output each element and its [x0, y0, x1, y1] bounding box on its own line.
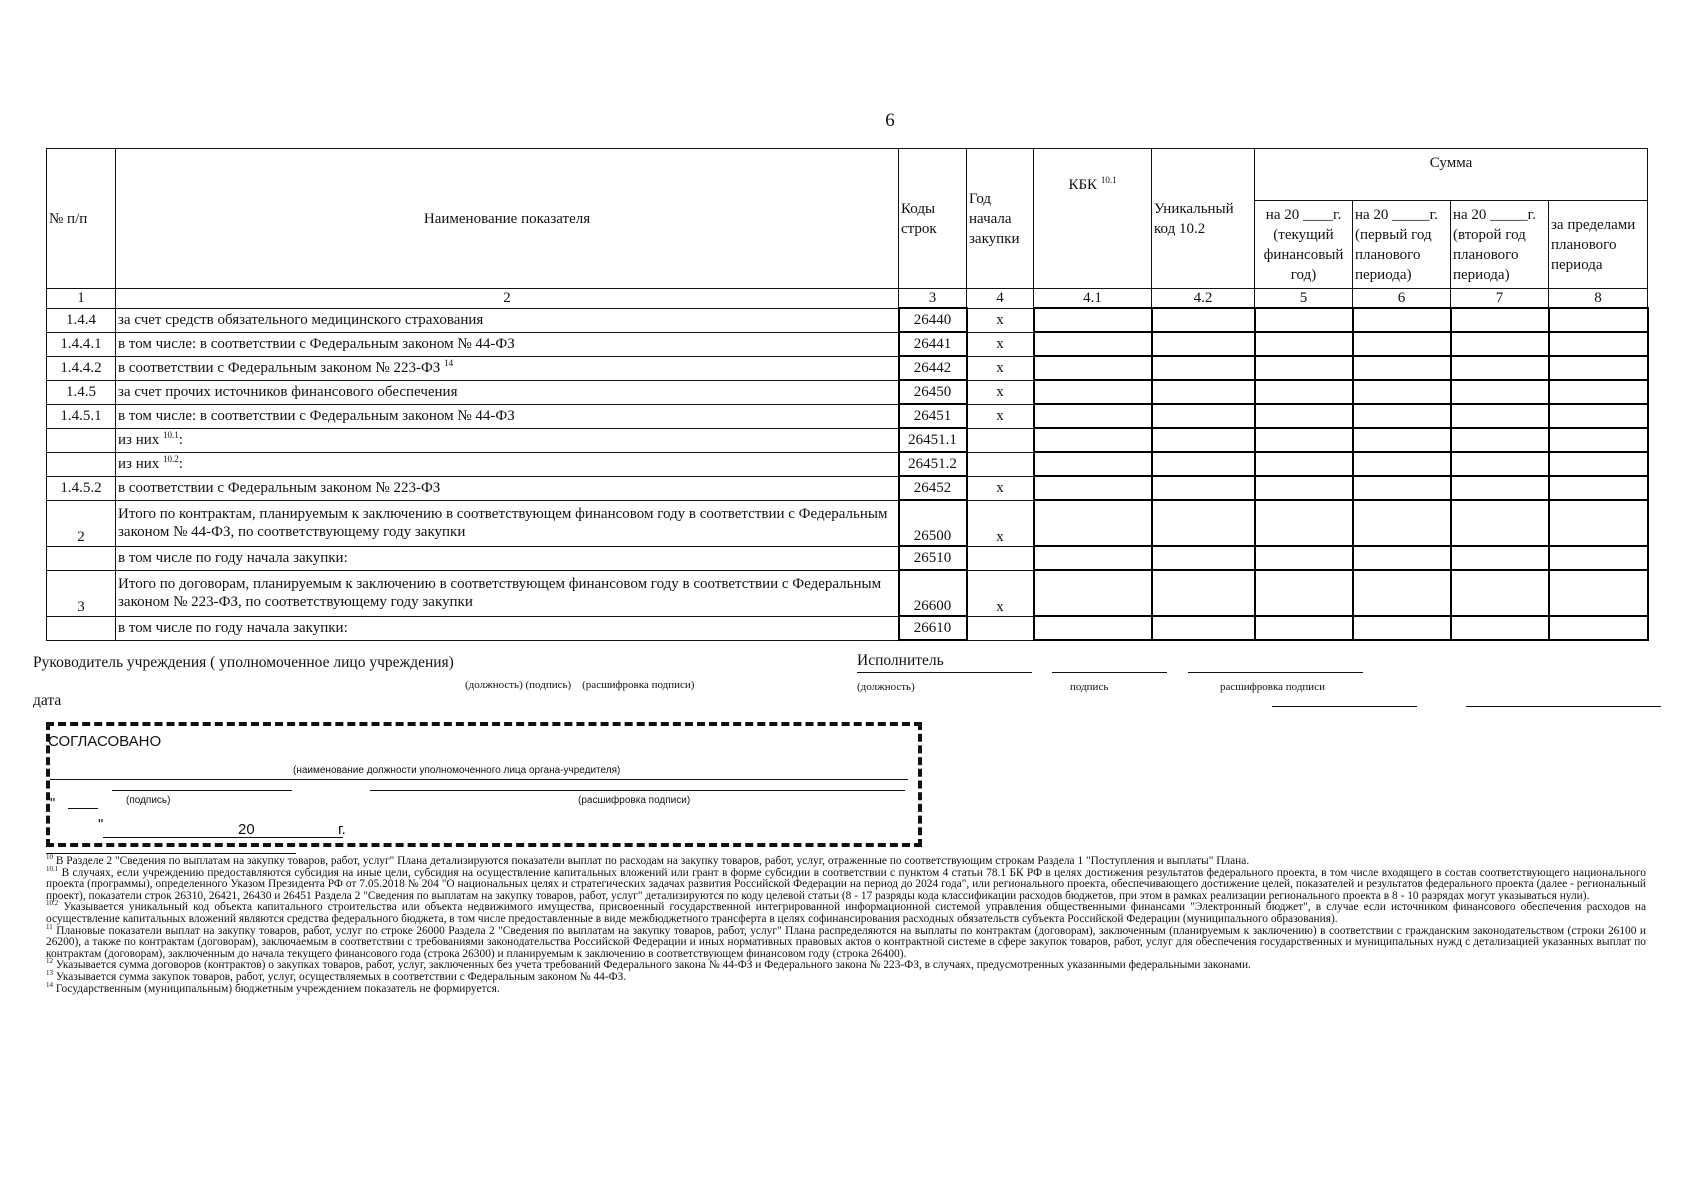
row-value-cell — [1451, 428, 1549, 452]
date-line-2 — [1466, 706, 1661, 707]
table-row — [47, 380, 1648, 404]
table-body — [47, 308, 1648, 640]
row-value-cell — [1451, 308, 1549, 332]
column-number: 4.2 — [1152, 289, 1255, 309]
executor-decode-line — [1188, 672, 1363, 673]
row-year-mark — [967, 452, 1034, 476]
column-numbers-row — [47, 289, 1648, 309]
row-name-suffix: : — [178, 456, 183, 472]
row-value-cell — [1549, 570, 1648, 616]
row-value-cell — [1353, 546, 1451, 570]
row-value-cell — [1549, 332, 1648, 356]
table-row — [47, 452, 1648, 476]
row-year-mark: x — [967, 380, 1034, 404]
head-sub-caption: (должность) (подпись) (расшифровка подписи) — [465, 679, 695, 691]
row-value-cell — [1353, 308, 1451, 332]
row-value-cell — [1353, 616, 1451, 640]
approval-sign-caption: (подпись) — [126, 795, 171, 806]
approval-position-line — [50, 779, 908, 780]
approval-date-line — [103, 837, 343, 838]
row-value-cell — [1353, 380, 1451, 404]
column-number: 7 — [1451, 289, 1549, 309]
row-value-cell — [1353, 476, 1451, 500]
row-number: 1.4.4.1 — [47, 332, 116, 356]
row-value-cell — [1034, 476, 1152, 500]
table-row — [47, 546, 1648, 570]
row-value-cell — [1549, 380, 1648, 404]
row-name-text: Итого по договорам, планируемым к заключению в соответствующем финансовом году в соответствии с Федеральным законом № 223-ФЗ, по соответствующему году закупки — [118, 576, 882, 610]
executor-sign-caption: подпись — [1070, 681, 1109, 693]
row-year-mark: x — [967, 308, 1034, 332]
row-value-cell — [1549, 356, 1648, 380]
row-value-cell — [1451, 380, 1549, 404]
row-name — [116, 380, 899, 404]
row-value-cell — [1034, 380, 1152, 404]
head-label: Руководитель учреждения ( уполномоченное лицо учреждения) — [33, 654, 454, 671]
row-code: 26451.1 — [899, 428, 967, 452]
row-name-text: в соответствии с Федеральным законом № 223-ФЗ — [118, 480, 441, 496]
column-number: 8 — [1549, 289, 1648, 309]
row-code: 26452 — [899, 476, 967, 500]
approval-quote-open: " — [50, 795, 56, 812]
row-name-text: за счет прочих источников финансового обеспечения — [118, 384, 458, 400]
footnote-separator — [46, 853, 296, 854]
row-number: 2 — [47, 500, 116, 546]
column-number: 2 — [116, 289, 899, 309]
table-row — [47, 404, 1648, 428]
approval-title: СОГЛАСОВАНО — [48, 733, 162, 750]
row-value-cell — [1549, 452, 1648, 476]
table-row — [47, 570, 1648, 616]
row-name-footnote-mark: 10.1 — [163, 430, 179, 440]
row-name-text: в том числе по году начала закупки: — [118, 620, 348, 636]
footnote-text: Плановые показатели выплат на закупку товаров, работ, услуг по строке 26000 Раздела 2 "Сведения по выплатам на закупку товаров, работ, услуг" Плана распределяются на выплаты по контрактам (договорам), заключенным (планируемым к заключению) в соответствии с гражданским законодательством (строки 26100 и 26200), а также по контрактам (договорам), заключаемым в соответствии с требованиями законодательства Российской Федерации и иных нормативных правовых актов о контрактной системе в сфере закупок товаров, работ, услуг для обеспечения государственных и муниципальных нужд с детализацией указанных выплат по контрактам (договорам), заключенным до начала текущего финансового года (строка 26300) и планируемым к заключению в соответствующем финансовом году (строка 26400). — [46, 924, 1646, 960]
row-value-cell — [1549, 428, 1648, 452]
row-value-cell — [1152, 356, 1255, 380]
column-number: 4.1 — [1034, 289, 1152, 309]
row-value-cell — [1034, 616, 1152, 640]
row-value-cell — [1152, 380, 1255, 404]
row-value-cell — [1152, 546, 1255, 570]
header-sum-current: на 20 ____г. (текущий финансовый год) — [1255, 201, 1353, 289]
row-year-mark: x — [967, 332, 1034, 356]
row-value-cell — [1549, 476, 1648, 500]
row-value-cell — [1353, 356, 1451, 380]
row-name-text: из них — [118, 432, 160, 448]
row-value-cell — [1451, 332, 1549, 356]
executor-position-line — [857, 672, 1032, 673]
executor-label: Исполнитель — [857, 652, 944, 669]
approval-date-quote: " — [98, 816, 104, 833]
row-name — [116, 332, 899, 356]
row-value-cell — [1255, 308, 1353, 332]
footnote — [46, 899, 1647, 925]
row-name-footnote-mark: 14 — [444, 358, 454, 368]
page-number: 6 — [885, 110, 895, 131]
footnote-mark: 11 — [46, 922, 53, 931]
row-value-cell — [1549, 616, 1648, 640]
row-value-cell — [1255, 546, 1353, 570]
row-year-mark — [967, 428, 1034, 452]
row-number — [47, 452, 116, 476]
table-row — [47, 308, 1648, 332]
executor-decode-caption: расшифровка подписи — [1220, 681, 1325, 693]
footnote-text: Указывается сумма закупок товаров, работ, услуг, осуществляемых в соответствии с Федеральным законом № 44-ФЗ. — [55, 970, 627, 983]
approval-day-line — [68, 808, 98, 809]
row-number: 3 — [47, 570, 116, 616]
table-row — [47, 332, 1648, 356]
date-line-1 — [1272, 706, 1417, 707]
column-number: 6 — [1353, 289, 1451, 309]
row-code: 26600 — [899, 570, 967, 616]
approval-decode-caption: (расшифровка подписи) — [578, 795, 691, 806]
header-name: Наименование показателя — [116, 149, 899, 289]
header-kbk: КБК $^{10.1}$ — [1034, 149, 1152, 289]
row-year-mark: x — [967, 404, 1034, 428]
row-number: 1.4.4.2 — [47, 356, 116, 380]
row-value-cell — [1255, 404, 1353, 428]
column-number: 4 — [967, 289, 1034, 309]
row-value-cell — [1152, 332, 1255, 356]
row-value-cell — [1451, 356, 1549, 380]
row-name-footnote-mark: 10.2 — [163, 454, 179, 464]
footnote-mark: 10.2 — [46, 899, 59, 908]
footnote-mark: 10 — [46, 853, 53, 862]
row-value-cell — [1034, 404, 1152, 428]
column-number: 1 — [47, 289, 116, 309]
row-year-mark — [967, 616, 1034, 640]
row-value-cell — [1353, 332, 1451, 356]
row-value-cell — [1353, 404, 1451, 428]
approval-year-suffix: г. — [338, 821, 346, 838]
row-value-cell — [1451, 404, 1549, 428]
header-sum-first: на 20 _____г. (первый год планового периода) — [1353, 201, 1451, 289]
header-sum-beyond: за пределами планового периода — [1549, 201, 1648, 289]
row-name-text: в соответствии с Федеральным законом № 223-ФЗ — [118, 360, 441, 376]
footnote-text: Указывается сумма договоров (контрактов) о закупках товаров, работ, услуг, заключенных без учета требований Федерального закона № 44-ФЗ и Федерального закона № 223-ФЗ, в случаях, предусмотренных указанными федеральными законами. — [55, 959, 1251, 972]
row-number: 1.4.4 — [47, 308, 116, 332]
row-value-cell — [1549, 546, 1648, 570]
footnote-text: В случаях, если учреждению предоставляются субсидия на иные цели, субсидия на осуществление капитальных вложений или грант в форме субсидии в соответствии с пунктом 4 статьи 78.1 БК РФ в целях достижения результатов федерального проекта, в том числе входящего в состав соответствующего национального проекта (программы), определенного Указом Президента РФ от 7.05.2018 № 204 "О национальных целях и стратегических задачах развития Российской Федерации на период до 2024 года", или регионального проекта, обеспечивающего достижение целей, показателей и результатов федерального проекта (далее - региональный проект), показатели строк 26310, 26421, 26430 и 26451 Раздела 2 "Сведения по выплатам на закупку товаров, работ, услуг" детализируются по коду целевой статьи (8 - 17 разряды кода классификации расходов бюджетов, при этом в рамках реализации регионального проекта в 8 - 10 разрядах могут указываться нули). — [46, 866, 1646, 902]
row-value-cell — [1152, 404, 1255, 428]
row-code: 26450 — [899, 380, 967, 404]
row-value-cell — [1255, 380, 1353, 404]
footnote-text: Государственным (муниципальным) бюджетным учреждением показатель не формируется. — [55, 982, 500, 995]
row-name-text: за счет средств обязательного медицинского страхования — [118, 312, 484, 328]
row-name-text: в том числе: в соответствии с Федеральным законом № 44-ФЗ — [118, 408, 515, 424]
row-value-cell — [1353, 428, 1451, 452]
row-year-mark: x — [967, 476, 1034, 500]
approval-year-prefix: 20 — [238, 821, 255, 838]
column-number: 5 — [1255, 289, 1353, 309]
row-value-cell — [1451, 476, 1549, 500]
row-name-text: в том числе: в соответствии с Федеральным законом № 44-ФЗ — [118, 336, 515, 352]
row-name — [116, 476, 899, 500]
footnote-text: Указывается уникальный код объекта капитального строительства или объекта недвижимого имущества, присвоенный государственной интегрированной информационной системой управления общественными финансами "Электронный бюджет", в случае если источником финансового обеспечения расходов на осуществление капитальных вложений являются средства федерального бюджета, в том числе предоставленные в виде межбюджетного трансферта в целях софинансирования расходных обязательств субъекта Российской Федерации (муниципального образования). — [46, 901, 1647, 925]
row-value-cell — [1152, 308, 1255, 332]
header-sum: Сумма — [1255, 149, 1648, 201]
table-row — [47, 476, 1648, 500]
row-value-cell — [1034, 332, 1152, 356]
row-year-mark: x — [967, 500, 1034, 546]
footnote-mark: 14 — [46, 980, 53, 989]
row-value-cell — [1451, 570, 1549, 616]
row-year-mark — [967, 546, 1034, 570]
row-value-cell — [1152, 500, 1255, 546]
header-num: № п/п — [47, 149, 116, 289]
row-name-text: из них — [118, 456, 160, 472]
table-row — [47, 356, 1648, 380]
row-value-cell — [1255, 570, 1353, 616]
row-code: 26451.2 — [899, 452, 967, 476]
row-value-cell — [1152, 476, 1255, 500]
header-year: Год начала закупки — [967, 149, 1034, 289]
footnote — [46, 980, 1646, 996]
row-value-cell — [1451, 452, 1549, 476]
approval-sign-line — [112, 790, 292, 791]
header-codes: Коды строк — [899, 149, 967, 289]
row-value-cell — [1255, 500, 1353, 546]
row-name — [116, 570, 899, 616]
footnote — [46, 864, 1646, 903]
row-value-cell — [1255, 428, 1353, 452]
row-value-cell — [1152, 570, 1255, 616]
row-year-mark: x — [967, 356, 1034, 380]
row-code: 26610 — [899, 616, 967, 640]
row-value-cell — [1034, 546, 1152, 570]
date-label: дата — [33, 692, 62, 709]
row-value-cell — [1451, 500, 1549, 546]
row-name — [116, 356, 899, 380]
footnotes — [46, 853, 1647, 995]
row-code: 26442 — [899, 356, 967, 380]
row-code: 26440 — [899, 308, 967, 332]
row-code: 26451 — [899, 404, 967, 428]
row-number — [47, 428, 116, 452]
row-year-mark: x — [967, 570, 1034, 616]
row-name — [116, 308, 899, 332]
row-value-cell — [1034, 428, 1152, 452]
executor-sign-line — [1052, 672, 1167, 673]
row-number: 1.4.5.1 — [47, 404, 116, 428]
row-value-cell — [1034, 570, 1152, 616]
footnote-mark: 13 — [46, 969, 53, 978]
row-name-suffix: : — [178, 432, 183, 448]
row-number: 1.4.5 — [47, 380, 116, 404]
column-number: 3 — [899, 289, 967, 309]
row-name — [116, 404, 899, 428]
header-sum-second: на 20 _____г. (второй год планового периода) — [1451, 201, 1549, 289]
row-name — [116, 616, 899, 640]
approval-decode-line — [370, 790, 905, 791]
footnote-mark: 10.1 — [46, 864, 59, 873]
row-value-cell — [1034, 356, 1152, 380]
row-value-cell — [1034, 500, 1152, 546]
approval-box — [46, 722, 922, 847]
row-value-cell — [1353, 570, 1451, 616]
row-value-cell — [1255, 332, 1353, 356]
row-value-cell — [1451, 616, 1549, 640]
approval-position-caption: (наименование должности уполномоченного лица органа-учредителя) — [293, 765, 621, 776]
row-value-cell — [1255, 356, 1353, 380]
row-name-text: в том числе по году начала закупки: — [118, 550, 348, 566]
footnote-text: В Разделе 2 "Сведения по выплатам на закупку товаров, работ, услуг" Плана детализируются показатели выплат по расходам на закупку товаров, работ, услуг, отраженные по соответствующим строкам Раздела 1 "Поступления и выплаты" Плана. — [55, 855, 1250, 867]
row-value-cell — [1353, 452, 1451, 476]
row-value-cell — [1549, 404, 1648, 428]
executor-position-caption: (должность) — [857, 681, 915, 693]
row-value-cell — [1549, 308, 1648, 332]
row-value-cell — [1451, 546, 1549, 570]
row-value-cell — [1152, 616, 1255, 640]
row-name — [116, 546, 899, 570]
row-value-cell — [1255, 452, 1353, 476]
row-name — [116, 500, 899, 546]
row-number: 1.4.5.2 — [47, 476, 116, 500]
row-value-cell — [1152, 428, 1255, 452]
table-row — [47, 428, 1648, 452]
table-row — [47, 500, 1648, 546]
row-value-cell — [1255, 476, 1353, 500]
row-name — [116, 452, 899, 476]
row-name — [116, 428, 899, 452]
row-value-cell — [1255, 616, 1353, 640]
row-value-cell — [1353, 500, 1451, 546]
footnote-mark: 12 — [46, 957, 53, 966]
row-code: 26441 — [899, 332, 967, 356]
row-value-cell — [1034, 452, 1152, 476]
row-code: 26500 — [899, 500, 967, 546]
row-number — [47, 546, 116, 570]
row-value-cell — [1152, 452, 1255, 476]
row-value-cell — [1549, 500, 1648, 546]
row-code: 26510 — [899, 546, 967, 570]
table-row — [47, 616, 1648, 640]
row-name-text: Итого по контрактам, планируемым к заключению в соответствующем финансовом году в соответствии с Федеральным законом № 44-ФЗ, по соответствующему году закупки — [118, 506, 888, 540]
payments-table — [46, 148, 1649, 641]
header-unique: Уникальный код 10.2 — [1152, 149, 1255, 289]
row-number — [47, 616, 116, 640]
row-value-cell — [1034, 308, 1152, 332]
footnote — [46, 922, 1646, 961]
